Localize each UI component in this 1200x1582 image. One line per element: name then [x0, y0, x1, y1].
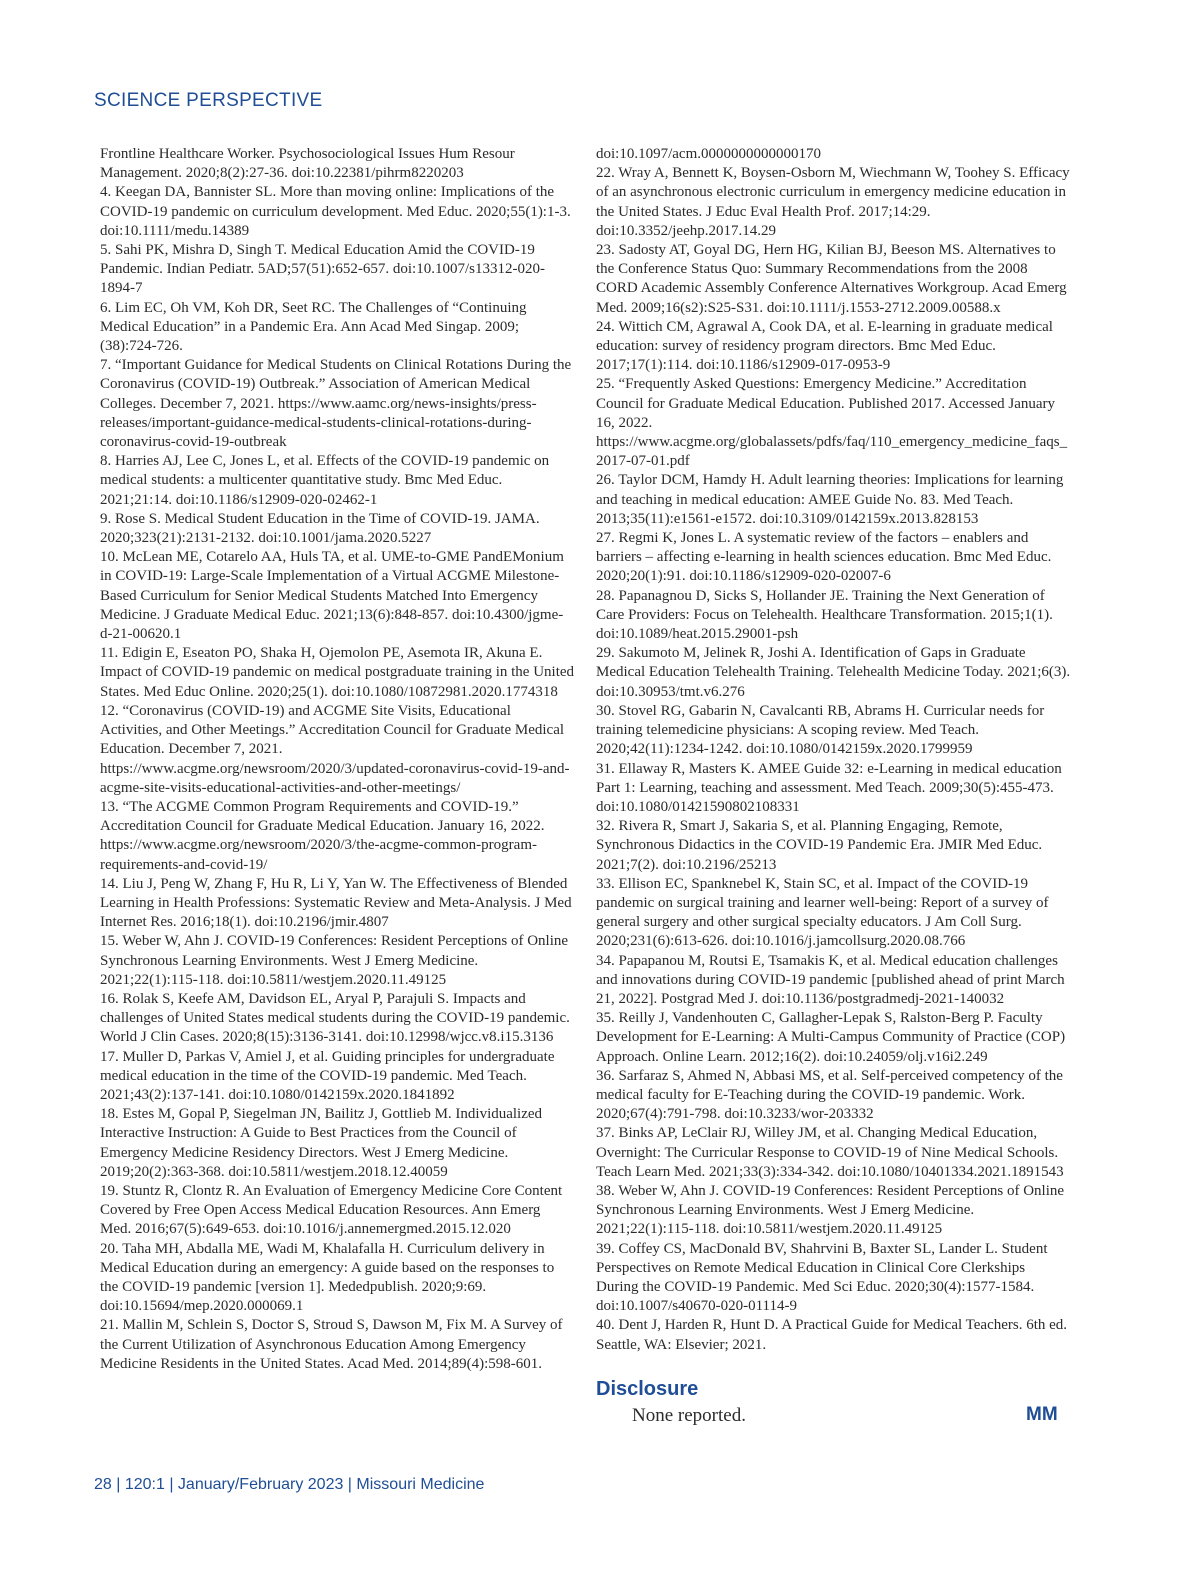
reference-item: 19. Stuntz R, Clontz R. An Evaluation of Emergency Medicine Core Content Covered by Free Open Access Medical Education Resources. Ann Emerg Med. 2016;67(5):649-653. doi:10.1016/j.annemergmed.2015.12.020 [100, 1182, 563, 1238]
reference-item: 39. Coffey CS, MacDonald BV, Shahrvini B, Baxter SL, Lander L. Student Perspectives on Remote Medical Education in Clinical Core Clerkships During the COVID-19 Pandemic. Med Sci Educ. 2020;30(4):1577-1584. doi:10.1007/s40670-020-01114-9 [596, 1240, 1048, 1315]
reference-item: 6. Lim EC, Oh VM, Koh DR, Seet RC. The Challenges of “Continuing Medical Education” in a Pandemic Era. Ann Acad Med Singap. 2009;(38):724-726. [100, 299, 527, 355]
reference-item: 26. Taylor DCM, Hamdy H. Adult learning theories: Implications for learning and teaching in medical education: AMEE Guide No. 83. Med Teach. 2013;35(11):e1561-e1572. doi:10.3109/0142159x.2013.828153 [596, 472, 1064, 527]
reference-item: 13. “The ACGME Common Program Requirements and COVID-19.” Accreditation Council for Graduate Medical Education. January 16, 2022. https://www.acgme.org/newsroom/2020/3/the-acgme-common-program-requirements-and-covid-19/ [100, 798, 545, 873]
reference-item: 9. Rose S. Medical Student Education in the Time of COVID-19. JAMA. 2020;323(21):2131-2132. doi:10.1001/jama.2020.5227 [100, 510, 540, 547]
reference-item: 33. Ellison EC, Spanknebel K, Stain SC, et al. Impact of the COVID-19 pandemic on surgical training and learner well-being: Report of a survey of general surgery and other surgical specialty educators. J Am Coll Surg. 2020;231(6):613-626. doi:10.1016/j.jamcollsurg.2020.08.766 [596, 875, 1049, 950]
reference-item: 38. Weber W, Ahn J. COVID-19 Conferences: Resident Perceptions of Online Synchronous Learning Environments. West J Emerg Medicine. 2021;22(1):115-118. doi:10.5811/westjem.2020.11.49125 [596, 1182, 1065, 1238]
reference-item: 12. “Coronavirus (COVID-19) and ACGME Site Visits, Educational Activities, and Other Meetings.” Accreditation Council for Graduate Medical Education. December 7, 2021. https://www.acgme.org/newsroom/2020/3/updated-coronavirus-covid-19-and-acgme-site-visits-educational-activities-and-other-meetings/ [100, 702, 570, 796]
reference-item: 16. Rolak S, Keefe AM, Davidson EL, Aryal P, Parajuli S. Impacts and challenges of United States medical students during the COVID-19 pandemic. World J Clin Cases. 2020;8(15):3136-3141. doi:10.12998/wjcc.v8.i15.3136 [100, 990, 570, 1046]
reference-item: 17. Muller D, Parkas V, Amiel J, et al. Guiding principles for undergraduate medical education in the time of the COVID-19 pandemic. Med Teach. 2021;43(2):137-141. doi:10.1080/0142159x.2020.1841892 [100, 1048, 555, 1103]
reference-item: 30. Stovel RG, Gabarin N, Cavalcanti RB, Abrams H. Curricular needs for training telemedicine physicians: A scoping review. Med Teach. 2020;42(11):1234-1242. doi:10.1080/0142159x.2020.1799959 [596, 702, 1045, 758]
disclosure-heading: Disclosure [596, 1378, 699, 1400]
end-mark: MM [1026, 1404, 1058, 1425]
reference-item: 29. Sakumoto M, Jelinek R, Joshi A. Identification of Gaps in Graduate Medical Education Telehealth Training. Telehealth Medicine Today. 2021;6(3). doi:10.30953/tmt.v6.276 [596, 645, 1071, 700]
reference-item: 32. Rivera R, Smart J, Sakaria S, et al. Planning Engaging, Remote, Synchronous Didactics in the COVID-19 Pandemic Era. JMIR Med Educ. 2021;7(2). doi:10.2196/25213 [596, 818, 1043, 873]
reference-item: 22. Wray A, Bennett K, Boysen-Osborn M, Wiechmann W, Toohey S. Efficacy of an asynchronous electronic curriculum in emergency medicine education in the United States. J Educ Eval Health Prof. 2017;14:29. doi:10.3352/jeehp.2017.14.29 [596, 165, 1070, 239]
reference-item: 31. Ellaway R, Masters K. AMEE Guide 32: e-Learning in medical education Part 1: Learning, teaching and assessment. Med Teach. 2009;30(5):455-473. doi:10.1080/01421590802108331 [596, 760, 1062, 815]
reference-item: 7. “Important Guidance for Medical Students on Clinical Rotations During the Coronavirus (COVID-19) Outbreak.” Association of American Medical Colleges. December 7, 2021. https://www.aamc.org/news-insights/press-releases/important-guidance-medical-students-clinical-rotations-during-coronavirus-covid-19-outbreak [100, 357, 572, 451]
reference-item: 40. Dent J, Harden R, Hunt D. A Practical Guide for Medical Teachers. 6th ed. Seattle, WA: Elsevier; 2021. [596, 1317, 1068, 1353]
reference-item: 5. Sahi PK, Mishra D, Singh T. Medical Education Amid the COVID-19 Pandemic. Indian Pediatr. 5AD;57(51):652-657. doi:10.1007/s13312-020-1894-7 [100, 242, 545, 297]
reference-item: 20. Taha MH, Abdalla ME, Wadi M, Khalafalla H. Curriculum delivery in Medical Education during an emergency: A guide based on the responses to the COVID-19 pandemic [version 1]. Mededpublish. 2020;9:69. doi:10.15694/mep.2020.000069.1 [100, 1240, 555, 1315]
reference-item: 25. “Frequently Asked Questions: Emergency Medicine.” Accreditation Council for Graduate Medical Education. Published 2017. Accessed January 16, 2022. https://www.acgme.org/globalassets/pdfs/faq/110_emergency_medicine_faqs_2017-07-01.pdf [596, 376, 1068, 470]
reference-item: 24. Wittich CM, Agrawal A, Cook DA, et al. E-learning in graduate medical education: survey of residency program directors. Bmc Med Educ. 2017;17(1):114. doi:10.1186/s12909-017-0953-9 [596, 318, 1053, 374]
disclosure-text: None reported. [632, 1405, 746, 1426]
reference-item: 35. Reilly J, Vandenhouten C, Gallagher-Lepak S, Ralston-Berg P. Faculty Development for E-Learning: A Multi-Campus Community of Practice (COP) Approach. Online Learn. 2012;16(2). doi:10.24059/olj.v16i2.249 [596, 1010, 1066, 1065]
reference-item: 11. Edigin E, Eseaton PO, Shaka H, Ojemolon PE, Asemota IR, Akuna E. Impact of COVID-19 pandemic on medical postgraduate training in the United States. Med Educ Online. 2020;25(1). doi:10.1080/10872981.2020.1774318 [100, 645, 575, 700]
reference-item: 15. Weber W, Ahn J. COVID-19 Conferences: Resident Perceptions of Online Synchronous Learning Environments. West J Emerg Medicine. 2021;22(1):115-118. doi:10.5811/westjem.2020.11.49125 [100, 933, 569, 988]
reference-item: Frontline Healthcare Worker. Psychosociological Issues Hum Resour Management. 2020;8(2):27-36. doi:10.22381/pihrm8220203 [100, 146, 515, 182]
reference-item: 18. Estes M, Gopal P, Siegelman JN, Bailitz J, Gottlieb M. Individualized Interactive Instruction: A Guide to Best Practices from the Council of Emergency Medicine Residency Directors. West J Emerg Medicine. 2019;20(2):363-368. doi:10.5811/westjem.2018.12.40059 [100, 1106, 543, 1180]
disclosure-section [596, 1378, 1071, 1427]
reference-item: doi:10.1097/acm.0000000000000170 [596, 146, 821, 162]
reference-item: 37. Binks AP, LeClair RJ, Willey JM, et al. Changing Medical Education, Overnight: The Curricular Response to COVID-19 of Nine Medical Schools. Teach Learn Med. 2021;33(3):334-342. doi:10.1080/10401334.2021.1891543 [596, 1125, 1064, 1180]
reference-item: 14. Liu J, Peng W, Zhang F, Hu R, Li Y, Yan W. The Effectiveness of Blended Learning in Health Professions: Systematic Review and Meta-Analysis. J Med Internet Res. 2016;18(1). doi:10.2196/jmir.4807 [100, 875, 572, 931]
reference-item: 8. Harries AJ, Lee C, Jones L, et al. Effects of the COVID-19 pandemic on medical students: a multicenter quantitative study. Bmc Med Educ. 2021;21:14. doi:10.1186/s12909-020-02462-1 [100, 453, 550, 508]
reference-item: 10. McLean ME, Cotarelo AA, Huls TA, et al. UME-to-GME PandEMonium in COVID-19: Large-Scale Implementation of a Virtual ACGME Milestone-Based Curriculum for Senior Medical Students Matched Into Emergency Medicine. J Graduate Medical Educ. 2021;13(6):848-857. doi:10.4300/jgme-d-21-00620.1 [100, 549, 564, 643]
references-left-column [100, 145, 575, 1374]
reference-item: 27. Regmi K, Jones L. A systematic review of the factors – enablers and barriers – affecting e-learning in health sciences education. Bmc Med Educ. 2020;20(1):91. doi:10.1186/s12909-020-02007-6 [596, 530, 1052, 585]
reference-item: 36. Sarfaraz S, Ahmed N, Abbasi MS, et al. Self-perceived competency of the medical faculty for E-Teaching during the COVID-19 pandemic. Work. 2020;67(4):791-798. doi:10.3233/wor-203332 [596, 1067, 1063, 1123]
reference-item: 34. Papapanou M, Routsi E, Tsamakis K, et al. Medical education challenges and innovations during COVID-19 pandemic [published ahead of print March 21, 2022]. Postgrad Med J. doi:10.1136/postgradmedj-2021-140032 [596, 952, 1065, 1007]
page-footer: 28 | 120:1 | January/February 2023 | Missouri Medicine [94, 1476, 485, 1493]
reference-item: 23. Sadosty AT, Goyal DG, Hern HG, Kilian BJ, Beeson MS. Alternatives to the Conference Status Quo: Summary Recommendations from the 2008 CORD Academic Assembly Conference Alternatives Workgroup. Acad Emerg Med. 2009;16(s2):S25-S31. doi:10.1111/j.1553-2712.2009.00588.x [596, 242, 1067, 316]
references-right-column [596, 145, 1071, 1355]
reference-item: 4. Keegan DA, Bannister SL. More than moving online: Implications of the COVID-19 pandemic on curriculum development. Med Educ. 2020;55(1):1-3. doi:10.1111/medu.14389 [100, 184, 571, 239]
section-label: SCIENCE PERSPECTIVE [94, 90, 323, 111]
reference-item: 21. Mallin M, Schlein S, Doctor S, Stroud S, Dawson M, Fix M. A Survey of the Current Utilization of Asynchronous Education Among Emergency Medicine Residents in the United States. Acad Med. 2014;89(4):598-601. [100, 1317, 563, 1372]
reference-item: 28. Papanagnou D, Sicks S, Hollander JE. Training the Next Generation of Care Providers: Focus on Telehealth. Healthcare Transformation. 2015;1(1). doi:10.1089/heat.2015.29001-psh [596, 587, 1053, 643]
